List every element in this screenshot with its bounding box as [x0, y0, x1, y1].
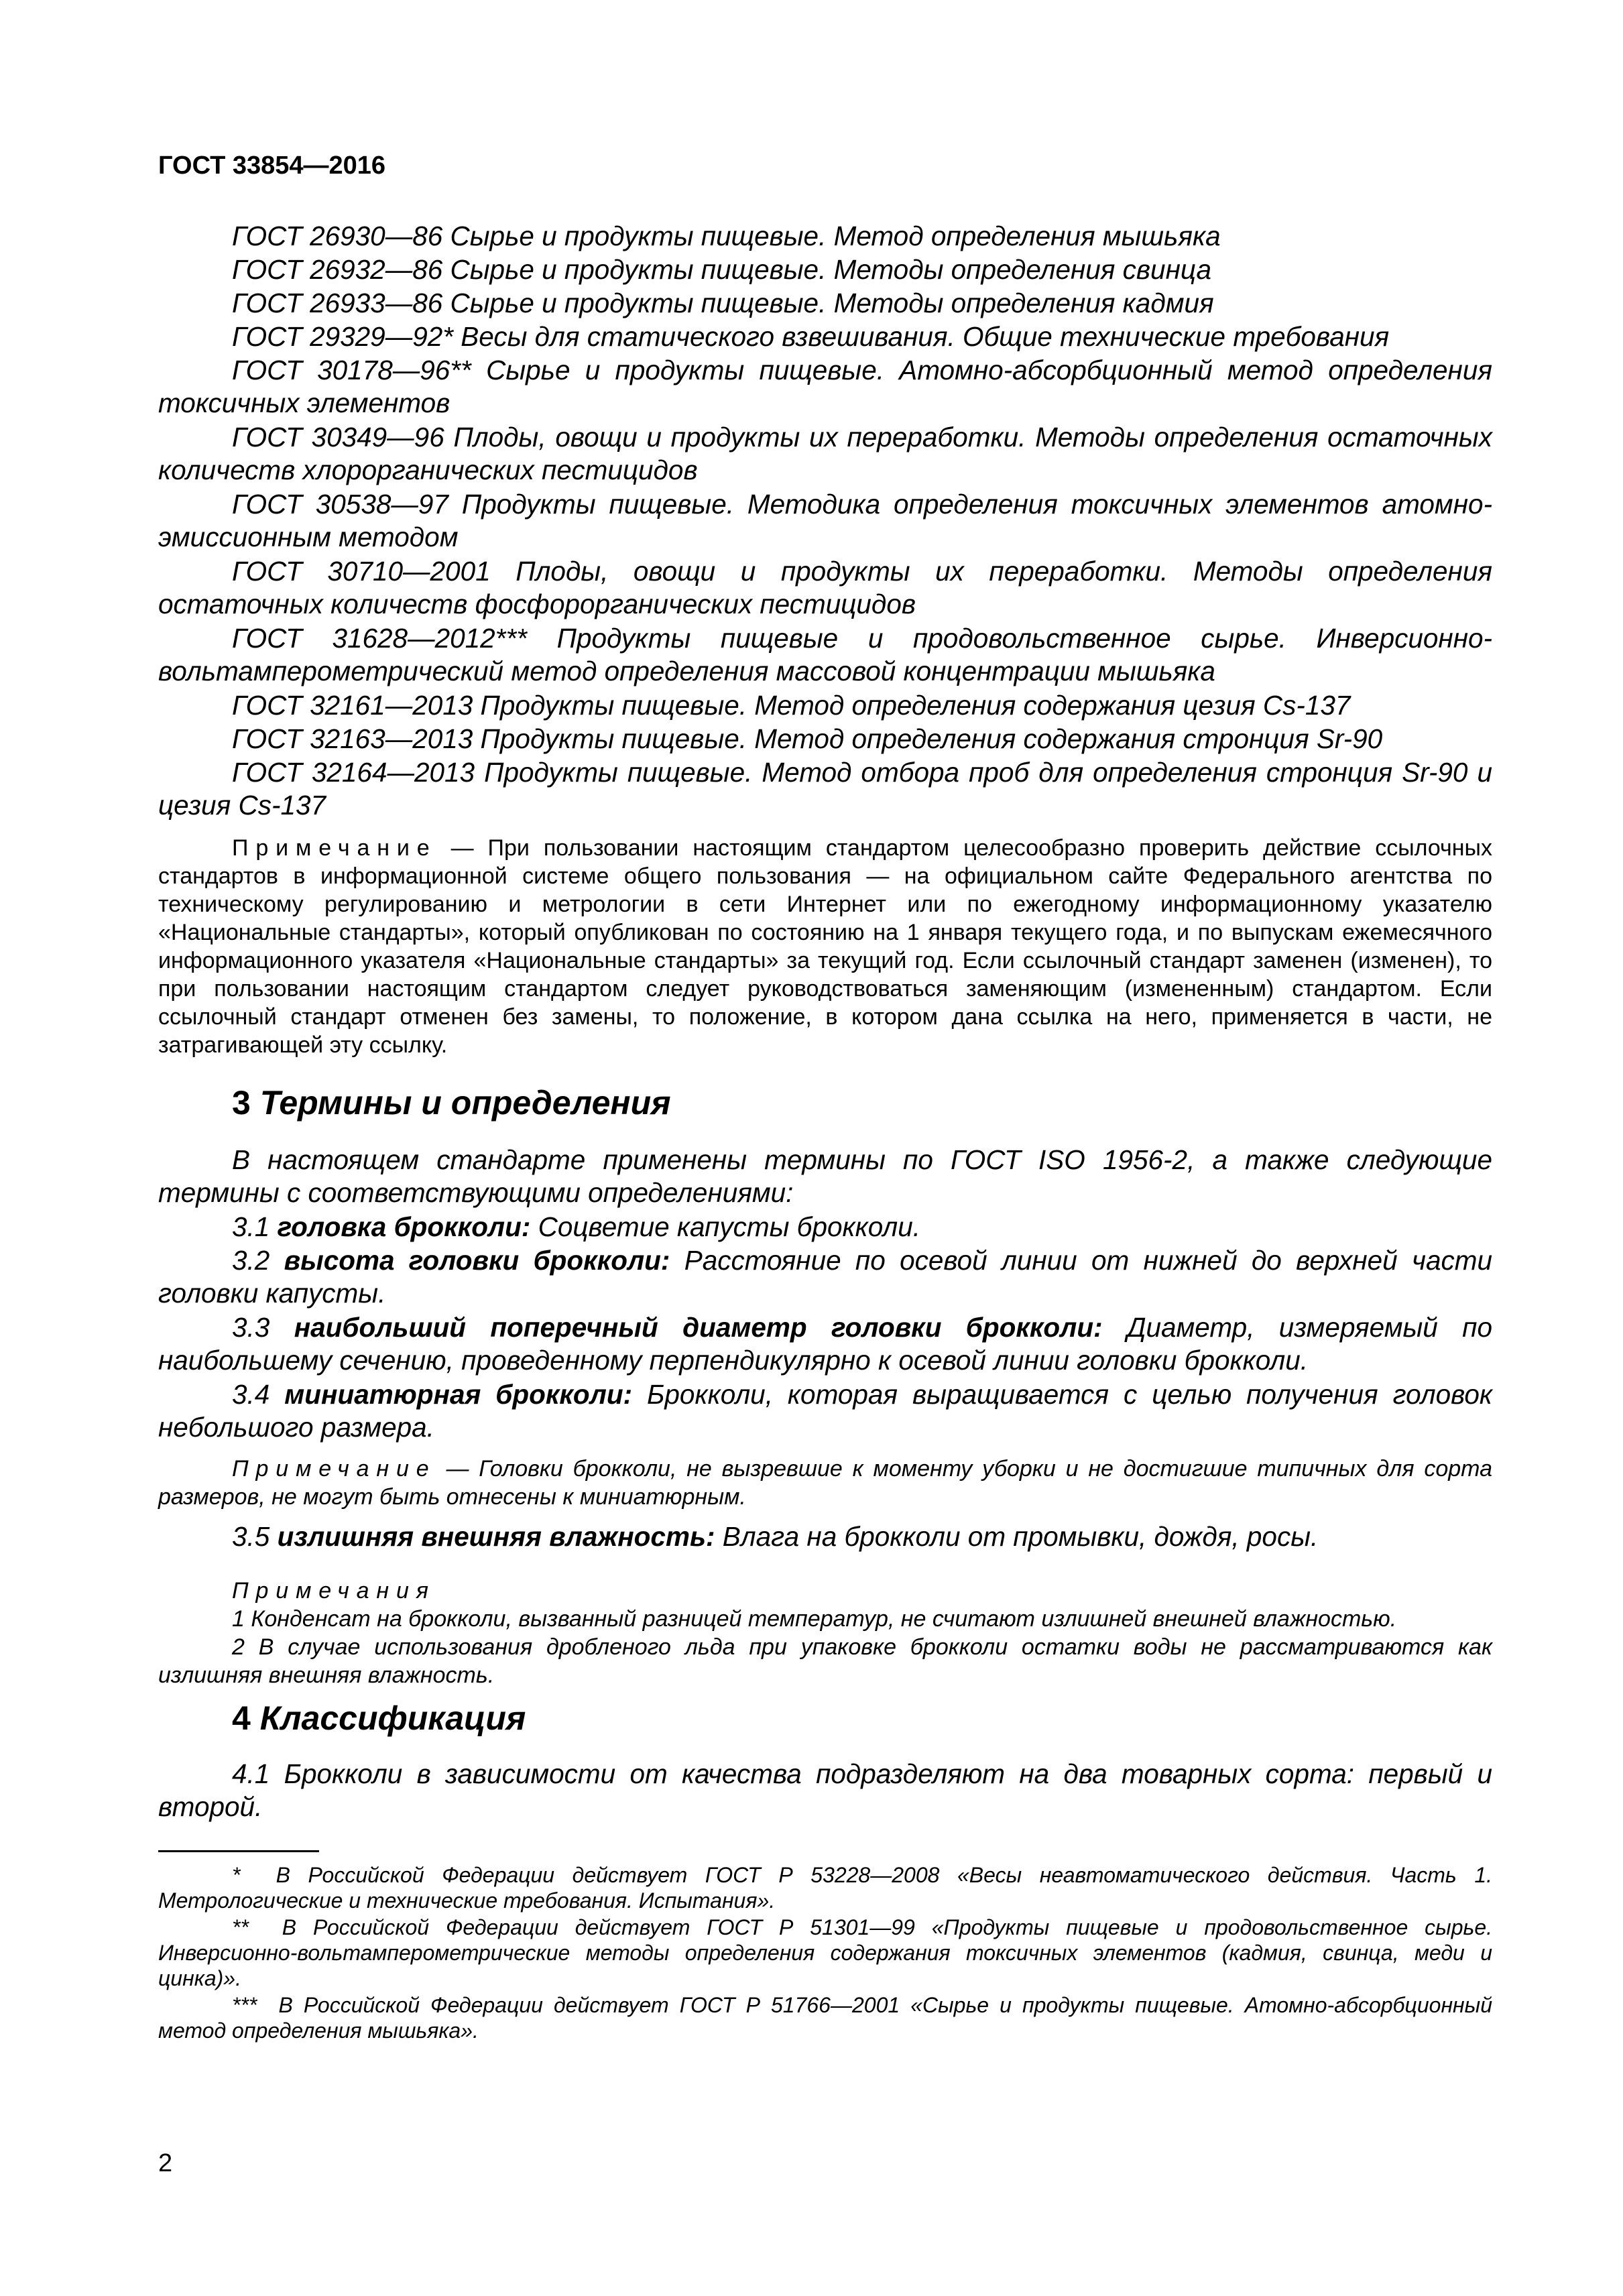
term-text: Влага на брокколи от промывки, дождя, росы.: [715, 1521, 1319, 1552]
footnote: [158, 1915, 1492, 1991]
term-definition: [158, 1520, 1492, 1553]
term-definition: [158, 1378, 1492, 1444]
footnote-text: В Российской Федерации действует ГОСТ Р 53228—2008 «Весы неавтоматического действия. Часть 1. Метрологические и технические требования. Испытания».: [158, 1863, 1493, 1913]
section-4-paragraph: 4.1 Брокколи в зависимости от качества подразделяют на два товарных сорта: первый и второй.: [158, 1758, 1492, 1822]
reference-item: ГОСТ 30178—96** Сырье и продукты пищевые. Атомно-абсорбционный метод определения токсичных элементов: [158, 355, 1492, 418]
footnote-divider: [158, 1850, 319, 1852]
note-label: Примечание: [232, 1456, 436, 1482]
note-text: — Головки брокколи, не вызревшие к моменту уборки и не достигшие типичных для сорта размеров, не могут быть отнесены к миниатюрным.: [158, 1456, 1492, 1510]
section-number: 3: [232, 1084, 251, 1122]
term-note: [158, 1455, 1492, 1511]
section-3-intro: В настоящем стандарте применены термины по ГОСТ ISO 1956-2, а также следующие термины с соответствующими определениями:: [158, 1144, 1492, 1208]
term-name: высота головки брокколи:: [284, 1245, 670, 1276]
reference-item: ГОСТ 30538—97 Продукты пищевые. Методика определения токсичных элементов атомно-эмиссионным методом: [158, 489, 1492, 552]
note-item: 1 Конденсат на брокколи, вызванный разницей температур, не считают излишней внешней влажностью.: [232, 1606, 1397, 1632]
note-text: — При пользовании настоящим стандартом целесообразно проверить действие ссылочных стандартов в информационной системе общего пользования — на официальном сайте Федерального агентства по техническому регулированию и метрологии в сети Интернет или по ежегодному информационному указателю «Национальные стандарты», который опубликован по состоянию на 1 января текущего года, и по выпускам ежемесячного информационного указателя «Национальные стандарты» за текущий год. Если ссылочный стандарт заменен (изменен), то при пользовании настоящим стандартом следует руководствоваться заменяющим (измененным) стандартом. Если ссылочный стандарт отменен без замены, то положение, в котором дана ссылка на него, применяется в части, не затрагивающей эту ссылку.: [158, 835, 1492, 1058]
section-title: Классификация: [259, 1699, 526, 1737]
term-text: Брокколи, которая выращивается с целью получения головок небольшого размера.: [158, 1379, 1492, 1443]
footnote: [158, 1862, 1492, 1913]
term-number: 3.3: [232, 1312, 270, 1343]
page-number: 2: [158, 2149, 173, 2177]
term-number: 3.5: [232, 1521, 270, 1552]
term-definition: [158, 1311, 1492, 1377]
reference-item: ГОСТ 32163—2013 Продукты пищевые. Метод определения содержания стронция Sr-90: [232, 723, 1383, 754]
section-number: 4: [232, 1699, 251, 1737]
note-item: 2 В случае использования дробленого льда при упаковке брокколи остатки воды не рассматриваются как излишняя внешняя влажность.: [158, 1634, 1492, 1688]
reference-item: ГОСТ 26933—86 Сырье и продукты пищевые. Методы определения кадмия: [232, 288, 1214, 318]
notes-label: Примечания: [232, 1578, 436, 1604]
reference-item: ГОСТ 26932—86 Сырье и продукты пищевые. Методы определения свинца: [232, 254, 1212, 285]
term-number: 3.2: [232, 1245, 270, 1276]
footnote-mark: ***: [232, 1993, 257, 2017]
term-text: Расстояние по осевой линии от нижней до верхней части головки капусты.: [158, 1245, 1492, 1309]
reference-item: ГОСТ 32161—2013 Продукты пищевые. Метод определения содержания цезия Cs-137: [232, 690, 1351, 721]
reference-note: [158, 834, 1492, 1059]
reference-item: ГОСТ 30710—2001 Плоды, овощи и продукты их переработки. Методы определения остаточных количеств фосфорорганических пестицидов: [158, 556, 1492, 619]
footnote-mark: **: [232, 1915, 249, 1939]
reference-item: ГОСТ 29329—92* Весы для статического взвешивания. Общие технические требования: [232, 321, 1390, 352]
term-number: 3.1: [232, 1211, 270, 1242]
term-definition: [158, 1244, 1492, 1310]
section-title: Термины и определения: [259, 1084, 671, 1122]
term-number: 3.4: [232, 1379, 270, 1410]
term-name: головка брокколи:: [277, 1211, 531, 1242]
section-4-heading: [232, 1701, 526, 1735]
footnote-text: В Российской Федерации действует ГОСТ Р 51301—99 «Продукты пищевые и продовольственное сырье. Инверсионно-вольтамперометрические методы определения содержания токсичных элементов (кадмия, свинца, меди и цинка)».: [158, 1915, 1493, 1990]
footnote: [158, 1992, 1492, 2043]
section-3-heading: [232, 1086, 671, 1120]
term-text: Соцветие капусты брокколи.: [530, 1211, 920, 1242]
running-head-doc-id: ГОСТ 33854—2016: [158, 152, 386, 180]
term-text: Диаметр, измеряемый по наибольшему сечению, проведенному перпендикулярно к осевой линии головки брокколи.: [158, 1312, 1492, 1376]
term-name: миниатюрная брокколи:: [284, 1379, 633, 1410]
note-label: Примечание: [232, 835, 437, 861]
reference-item: ГОСТ 31628—2012*** Продукты пищевые и продовольственное сырье. Инверсионно-вольтамперометрический метод определения массовой концентрации мышьяка: [158, 623, 1492, 686]
reference-item: ГОСТ 26930—86 Сырье и продукты пищевые. Метод определения мышьяка: [232, 221, 1221, 251]
term-name: излишняя внешняя влажность:: [277, 1521, 715, 1552]
term-name: наибольший поперечный диаметр головки брокколи:: [294, 1312, 1103, 1343]
reference-item: ГОСТ 30349—96 Плоды, овощи и продукты их переработки. Методы определения остаточных количеств хлорорганических пестицидов: [158, 422, 1492, 485]
footnote-mark: *: [232, 1863, 241, 1887]
term-definition: [158, 1211, 1492, 1244]
reference-item: ГОСТ 32164—2013 Продукты пищевые. Метод отбора проб для определения стронция Sr-90 и цезия Cs-137: [158, 757, 1492, 821]
footnote-text: В Российской Федерации действует ГОСТ Р 51766—2001 «Сырье и продукты пищевые. Атомно-абсорбционный метод определения мышьяка».: [158, 1993, 1493, 2043]
